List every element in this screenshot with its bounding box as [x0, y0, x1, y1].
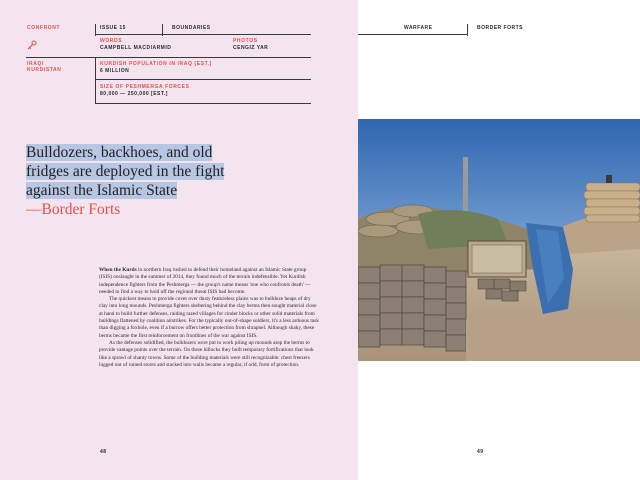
- section-label: CONFRONT: [27, 25, 61, 31]
- divider: [95, 58, 96, 104]
- article-body: [99, 267, 319, 369]
- rule: [358, 34, 467, 35]
- section-label: WARFARE: [404, 25, 433, 31]
- words-value: CAMPBELL MACDIARMID: [100, 45, 172, 51]
- rule: [96, 79, 311, 80]
- forces-label: SIZE OF PESHMERGA FORCES: [100, 84, 190, 90]
- population-value: 6 MILLION: [100, 68, 130, 74]
- theme-label: BOUNDARIES: [172, 25, 211, 31]
- divider: [467, 24, 468, 36]
- photos-label: PHOTOS: [233, 38, 258, 44]
- border-fort-photo: [358, 119, 640, 361]
- issue-label: ISSUE 15: [100, 25, 126, 31]
- photos-value: CENGIZ YAR: [233, 45, 269, 51]
- lead-in: When the Kurds: [99, 267, 137, 273]
- page-number: 49: [477, 449, 484, 455]
- rule: [96, 103, 311, 104]
- paragraph: When the Kurds in northern Iraq rushed to defend their homeland against an Islamic State group (ISIS) onslaught in the summer of 2014, they found much of the terrain indefensible. Yet Kurdish independence fighters from the Peshmerga — the group's name means 'one who confronts death' — needed to find a way to hold off the regional threat ISIS had become.: [99, 267, 311, 295]
- region-label: IRAQI: [27, 61, 44, 67]
- words-label: WORDS: [100, 38, 123, 44]
- rule: [26, 57, 311, 58]
- forces-value: 80,000 — 250,000 [EST.]: [100, 91, 168, 97]
- key-icon: [27, 40, 37, 50]
- headline-line: against the Islamic State: [26, 182, 178, 199]
- paragraph: The quickest means to provide cover over dusty featureless plains was to bulldoze heaps of dry clay into long mounds. Peshmerga fighters sheltering behind the clay berms then sought material close at hand to build further defenses, raiding razed villages for cinder blocks or other solid materials from buildings flattened by coalition airstrikes. For the typically out-of-shape soldiers, it's a less arduous task than digging a foxhole, even if a burrow offers better protection from shrapnel. Although shaky, these berms became the first reinforcement on frontlines of the war against ISIS.: [99, 296, 319, 339]
- headline-line: fridges are deployed in the fight: [26, 163, 225, 180]
- page-number: 48: [100, 449, 107, 455]
- headline: [26, 143, 256, 219]
- population-label: KURDISH POPULATION IN IRAQ [EST.]: [100, 61, 212, 67]
- photo-illustration: [358, 119, 640, 361]
- paragraph: As the defenses solidified, the bulldozers were put to work piling up mounds atop the berms to provide vantage points over the terrain. On these hillocks they built temporary fortifications that look like a sprawl of shanty towns. Some of the building materials were still recognizable: chest freezers lugged out of ruined stores and stacked into walls became a regular, if odd, form of protection.: [99, 339, 314, 368]
- headline-subtitle: —Border Forts: [26, 201, 121, 218]
- article-title: BORDER FORTS: [477, 25, 523, 31]
- headline-line: Bulldozers, backhoes, and old: [26, 144, 213, 161]
- region-label: KURDISTAN: [27, 67, 62, 73]
- rule: [96, 34, 311, 35]
